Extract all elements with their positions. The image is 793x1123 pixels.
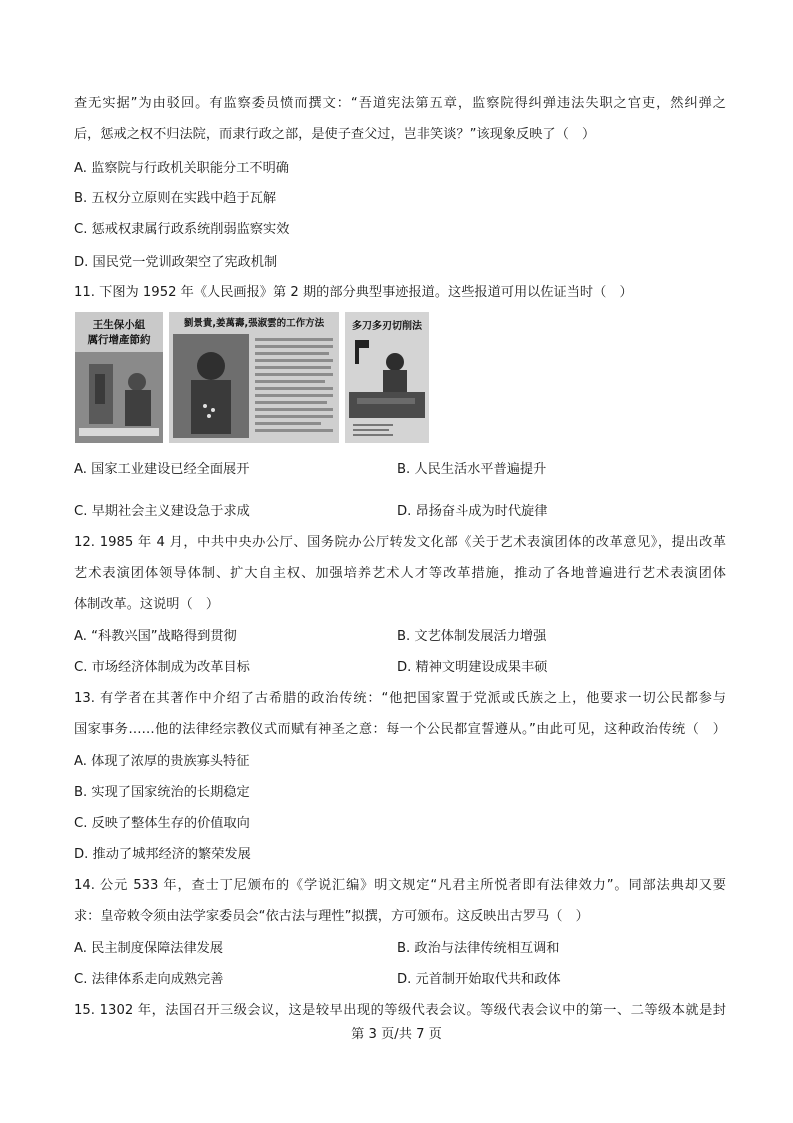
- q12-option-b[interactable]: B. 文艺体制发展活力增强: [397, 629, 547, 644]
- q13-option-d[interactable]: D. 推动了城邦经济的繁荣发展: [74, 847, 251, 862]
- q12-stem-line3: 体制改革。这说明（ ）: [74, 597, 220, 612]
- q14-stem-line2: 求：皇帝敕令须由法学家委员会“依古法与理性”拟撰，方可颁布。这反映出古罗马（ ）: [74, 909, 589, 924]
- q12-stem-line1: 12. 1985 年 4 月，中共中央办公厅、国务院办公厅转发文化部《关于艺术表演团体的改革意见》，提出改革: [74, 535, 726, 550]
- q14-option-a[interactable]: A. 民主制度保障法律发展: [74, 941, 224, 956]
- q11-stem: 11. 下图为 1952 年《人民画报》第 2 期的部分典型事迹报道。这些报道可用以佐证当时（ ）: [74, 285, 633, 300]
- photo1-headline-line2: 厲行增產節約: [87, 334, 151, 346]
- q13-option-b[interactable]: B. 实现了国家统治的长期稳定: [74, 785, 250, 800]
- q11-option-a[interactable]: A. 国家工业建设已经全面展开: [74, 462, 250, 477]
- q11-option-b[interactable]: B. 人民生活水平普遍提升: [397, 462, 547, 477]
- q12-option-a[interactable]: A. “科教兴国”战略得到贯彻: [74, 629, 237, 644]
- q11-option-c[interactable]: C. 早期社会主义建设急于求成: [74, 504, 250, 519]
- photo-wang-shengbao-group: [75, 312, 163, 443]
- q13-stem-line2: 国家事务……他的法律经宗教仪式而赋有神圣之意：每一个公民都宣誓遵从。”由此可见，这种政治传统（ ）: [74, 722, 726, 737]
- q14-option-c[interactable]: C. 法律体系走向成熟完善: [74, 972, 224, 987]
- q15-stem-line1: 15. 1302 年，法国召开三级会议，这是较早出现的等级代表会议。等级代表会议中的第一、二等级本就是封: [74, 1003, 726, 1018]
- q14-stem-line1: 14. 公元 533 年，查士丁尼颁布的《学说汇编》明文规定“凡君主所悦者即有法律效力”。同部法典却又要: [74, 878, 726, 893]
- page-number: 第 3 页/共 7 页: [351, 1027, 442, 1042]
- q10-stem-line1: 查无实据”为由驳回。有监察委员愤而撰文：“吾道宪法第五章，监察院得纠弹违法失职之官吏，然纠弹之: [74, 96, 726, 111]
- q12-stem-line2: 艺术表演团体领导体制、扩大自主权、加强培养艺术人才等改革措施，推动了各地普遍进行艺术表演团体: [74, 566, 726, 581]
- q11-option-d[interactable]: D. 昂扬奋斗成为时代旋律: [397, 504, 548, 519]
- q13-option-a[interactable]: A. 体现了浓厚的贵族寡头特征: [74, 754, 250, 769]
- photo1-headline-line1: 王生保小組: [92, 319, 146, 331]
- q10-option-d[interactable]: D. 国民党一党训政架空了宪政机制: [74, 255, 278, 270]
- photo2-headline: 劉景貴,姜萬壽,張淑雲的工作方法: [183, 318, 325, 329]
- q12-option-d[interactable]: D. 精神文明建设成果丰硕: [397, 660, 548, 675]
- q12-option-c[interactable]: C. 市场经济体制成为改革目标: [74, 660, 250, 675]
- q13-stem-line1: 13. 有学者在其著作中介绍了古希腊的政治传统：“他把国家置于党派或氏族之上，他要求一切公民都参与: [74, 691, 726, 706]
- photo-multi-blade-cutting: [345, 312, 429, 443]
- q14-option-d[interactable]: D. 元首制开始取代共和政体: [397, 972, 561, 987]
- q10-stem-line2: 后，惩戒之权不归法院，而隶行政之部，是使子查父过，岂非笑谈？”该现象反映了（ ）: [74, 127, 596, 142]
- q13-option-c[interactable]: C. 反映了整体生存的价值取向: [74, 816, 250, 831]
- photo3-headline: 多刀多刃切削法: [352, 321, 422, 332]
- q10-option-b[interactable]: B. 五权分立原则在实践中趋于瓦解: [74, 191, 277, 206]
- photo-work-method-report: [169, 312, 339, 443]
- q14-option-b[interactable]: B. 政治与法律传统相互调和: [397, 941, 560, 956]
- q10-option-c[interactable]: C. 惩戒权隶属行政系统削弱监察实效: [74, 222, 290, 237]
- q10-option-a[interactable]: A. 监察院与行政机关职能分工不明确: [74, 161, 289, 176]
